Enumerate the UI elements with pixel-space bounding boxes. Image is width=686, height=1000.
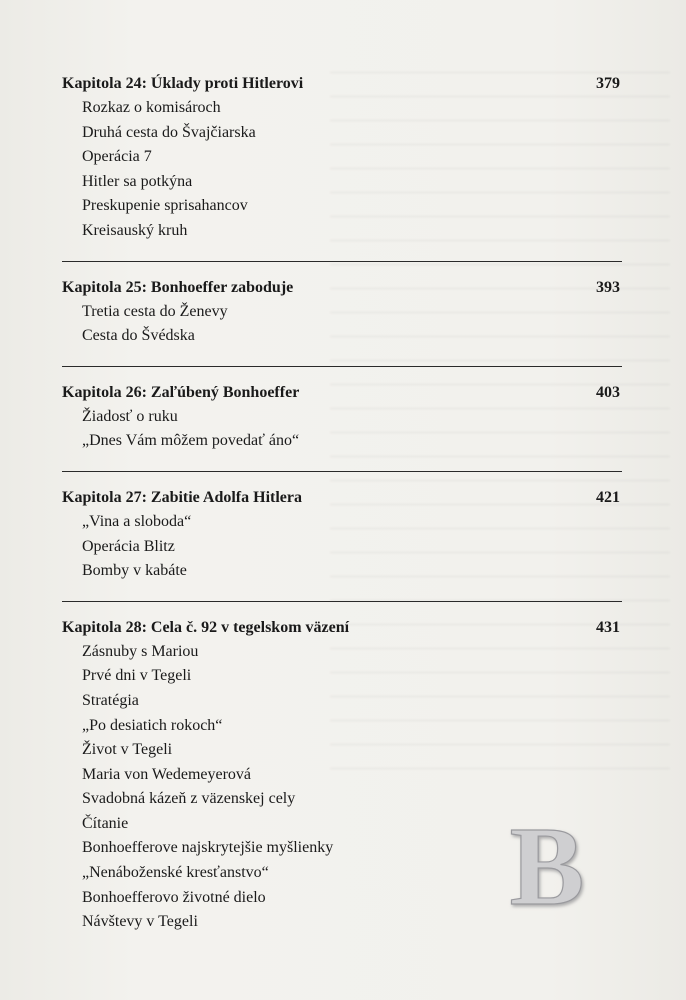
- chapter-heading: [62, 276, 622, 300]
- toc-entry: Bomby v kabáte: [82, 562, 187, 580]
- chapter-divider: [62, 261, 622, 262]
- toc-entry: Cesta do Švédska: [82, 327, 195, 345]
- toc-entry: Návštevy v Tegeli: [82, 913, 198, 931]
- toc-entry: Operácia Blitz: [82, 537, 175, 555]
- toc-entry: Operácia 7: [82, 148, 152, 166]
- toc-entry: Stratégia: [82, 691, 139, 709]
- toc-entry: „Dnes Vám môžem povedať áno“: [82, 432, 300, 450]
- chapter-title: Kapitola 26: Zaľúbený Bonhoeffer: [62, 383, 300, 401]
- chapter-page-number: 403: [596, 383, 620, 401]
- chapter-heading: [62, 486, 622, 510]
- chapter-27: [62, 486, 622, 584]
- chapter-title: Kapitola 25: Bonhoeffer zaboduje: [62, 278, 294, 296]
- toc-entry: Tretia cesta do Ženevy: [82, 302, 228, 320]
- toc-entry: Žiadosť o ruku: [82, 407, 178, 425]
- toc-entry: Prvé dni v Tegeli: [82, 667, 192, 685]
- chapter-divider: [62, 601, 622, 602]
- chapter-24: [62, 72, 622, 244]
- toc-entry: Druhá cesta do Švajčiarska: [82, 123, 256, 141]
- chapter-title: Kapitola 28: Cela č. 92 v tegelskom väzení: [62, 618, 350, 636]
- toc-entry: Svadobná kázeň z väzenskej cely: [82, 790, 296, 808]
- chapter-page-number: 431: [596, 618, 620, 636]
- chapter-divider: [62, 366, 622, 367]
- toc-entry: Rozkaz o komisároch: [82, 99, 221, 116]
- chapter-title: Kapitola 24: Úklady proti Hitlerovi: [62, 75, 304, 92]
- chapter-page-number: 393: [596, 278, 620, 296]
- watermark-logo: [488, 812, 606, 922]
- table-of-contents: [62, 72, 622, 935]
- chapter-divider: [62, 471, 622, 472]
- toc-entry: Bonhoefferove najskrytejšie myšlienky: [82, 839, 334, 857]
- toc-entry: Čítanie: [82, 814, 129, 832]
- logo-letter: B: [509, 812, 585, 922]
- toc-entry: „Po desiatich rokoch“: [82, 716, 223, 734]
- toc-entry: Preskupenie sprisahancov: [82, 197, 248, 215]
- chapter-26: [62, 381, 622, 454]
- chapter-heading: [62, 381, 622, 405]
- chapter-page-number: 379: [596, 75, 620, 92]
- toc-entry: Život v Tegeli: [82, 741, 173, 759]
- chapter-heading: [62, 616, 622, 640]
- chapter-25: [62, 276, 622, 349]
- toc-entry: Hitler sa potkýna: [82, 172, 193, 190]
- toc-entry: „Nenáboženské kresťanstvo“: [82, 864, 269, 882]
- toc-entry: Kreisauský kruh: [82, 221, 188, 239]
- chapter-heading: [62, 72, 622, 96]
- toc-entry: Zásnuby s Mariou: [82, 642, 199, 660]
- chapter-page-number: 421: [596, 488, 620, 506]
- toc-entry: Maria von Wedemeyerová: [82, 765, 252, 783]
- toc-entry: Bonhoefferovo životné dielo: [82, 888, 266, 906]
- toc-entry: „Vina a sloboda“: [82, 512, 192, 530]
- chapter-title: Kapitola 27: Zabitie Adolfa Hitlera: [62, 488, 302, 506]
